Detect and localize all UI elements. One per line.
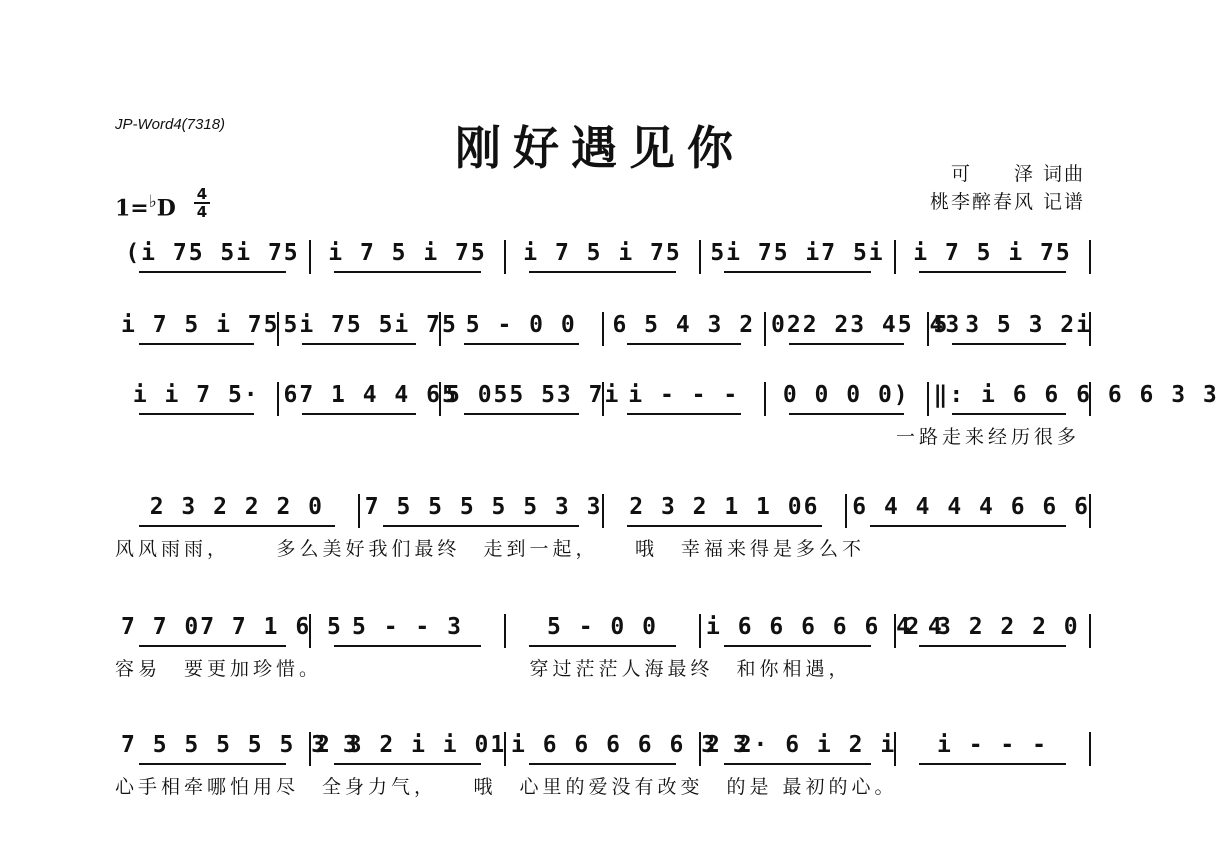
measure-notes: 7 7 07 7 1 6 5 — [121, 614, 343, 640]
barline — [1089, 732, 1091, 766]
measure-notes: 7 5 5 5 5 5 3 3 — [121, 732, 359, 758]
measure-notes: i 7 5 i 75 — [523, 240, 682, 266]
barline — [602, 382, 604, 416]
beam-line — [919, 763, 1066, 765]
barline — [1089, 312, 1091, 346]
key-signature — [115, 192, 176, 221]
barline — [309, 614, 311, 648]
beam-line — [870, 525, 1066, 527]
barline — [602, 312, 604, 346]
lyric-line: 容易 要更加珍惜。 穿过茫茫人海最终 和你相遇， — [115, 658, 852, 680]
beam-line — [627, 413, 742, 415]
measure-notes: i i 7 5· — [132, 382, 260, 408]
measure-notes: 5i 75 5i 75 — [283, 312, 458, 338]
barline — [845, 494, 847, 528]
barline — [277, 312, 279, 346]
beam-line — [529, 763, 676, 765]
beam-line — [952, 343, 1067, 345]
beam-line — [724, 271, 871, 273]
measure-notes: 5 3 5 3 2i — [933, 312, 1092, 338]
beam-line — [334, 763, 481, 765]
beam-line — [627, 343, 742, 345]
measure-notes: 6 5 4 3 2 — [612, 312, 756, 338]
barline — [504, 240, 506, 274]
barline — [1089, 614, 1091, 648]
measure-notes: 022 23 45 43 — [771, 312, 962, 338]
barline — [1089, 382, 1091, 416]
measure-notes: ‖: i 6 6 6 6 6 3 3 — [933, 382, 1219, 408]
barline — [309, 732, 311, 766]
beam-line — [529, 271, 676, 273]
barline — [309, 240, 311, 274]
lyric-line: 心手相牵哪怕用尽 全身力气， 哦 心里的爱没有改变 的是 最初的心。 — [115, 776, 898, 798]
beam-line — [139, 413, 254, 415]
barline — [504, 614, 506, 648]
measure-notes: i 7 5 i 75 — [328, 240, 487, 266]
barline — [764, 312, 766, 346]
beam-line — [139, 763, 286, 765]
barline — [504, 732, 506, 766]
beam-line — [919, 645, 1066, 647]
measure-notes: i - - - — [628, 382, 740, 408]
beam-line — [627, 525, 823, 527]
barline — [358, 494, 360, 528]
measure-notes: 2 3 2 2 2 0 — [149, 494, 325, 520]
measure-notes: (i 75 5i 75 — [125, 240, 300, 266]
beam-line — [383, 525, 579, 527]
barline — [277, 382, 279, 416]
beam-line — [334, 645, 481, 647]
key-note: D — [156, 195, 176, 222]
measure-notes: 67 1 4 4 65 — [283, 382, 458, 408]
measure-notes: i 7 5 i 75 — [913, 240, 1072, 266]
measure-notes: 7 5 5 5 5 5 3 3 — [364, 494, 603, 520]
barline — [439, 312, 441, 346]
barline — [894, 732, 896, 766]
measure-notes: 5 - 0 0 — [547, 614, 658, 640]
beam-line — [952, 413, 1067, 415]
lyric-line: 风风雨雨， 多么美好我们最终 走到一起， 哦 幸福来得是多么不 — [115, 538, 866, 560]
lyricist-composer: 可 泽 词曲 — [950, 163, 1085, 185]
time-numerator: 4 — [196, 185, 208, 203]
measure-notes: 5 - 0 0 — [465, 312, 577, 338]
barline — [927, 312, 929, 346]
barline — [764, 382, 766, 416]
time-denominator: 4 — [196, 203, 208, 221]
measure-notes: i 7 5 i 75 — [121, 312, 280, 338]
barline — [1089, 240, 1091, 274]
beam-line — [724, 763, 871, 765]
transcriber: 桃李醉春风 记谱 — [929, 191, 1085, 213]
song-title: 刚好遇见你 — [455, 121, 745, 175]
barline — [699, 732, 701, 766]
barline — [927, 382, 929, 416]
measure-notes: 6 4 4 4 4 6 6 6 — [852, 494, 1090, 520]
measure-notes: i - - - — [937, 732, 1048, 758]
beam-line — [464, 343, 579, 345]
beam-line — [139, 343, 254, 345]
flat-symbol: ♭ — [148, 192, 157, 212]
measure-notes: i 6 6 6 6 6 4 4 — [706, 614, 944, 640]
beam-line — [789, 343, 904, 345]
measure-notes: 0 0 0 0) — [782, 382, 910, 408]
barline — [699, 240, 701, 274]
barline — [1089, 494, 1091, 528]
beam-line — [302, 413, 417, 415]
key-prefix: 1= — [115, 195, 149, 222]
beam-line — [529, 645, 676, 647]
beam-line — [302, 343, 417, 345]
beam-line — [139, 525, 335, 527]
beam-line — [139, 271, 286, 273]
credits — [930, 160, 1085, 216]
beam-line — [724, 645, 871, 647]
lyric-line: 一路走来经历很多 — [895, 426, 1080, 448]
measure-notes: 5 - - 3 — [352, 614, 463, 640]
measure-notes: 2 3 2 1 1 06 — [629, 494, 820, 520]
measure-notes: 5 055 53 7i — [446, 382, 621, 408]
barline — [894, 614, 896, 648]
beam-line — [334, 271, 481, 273]
barline — [439, 382, 441, 416]
measure-notes: 2 2· 6 i 2 i — [706, 732, 897, 758]
measure-notes: 5i 75 i7 5i — [710, 240, 885, 266]
beam-line — [139, 645, 286, 647]
beam-line — [919, 271, 1066, 273]
measure-notes: i 6 6 6 6 6 3 3 — [511, 732, 749, 758]
time-signature — [192, 186, 212, 220]
barline — [894, 240, 896, 274]
measure-notes: 2 3 2 i i 01 — [316, 732, 507, 758]
barline — [602, 494, 604, 528]
software-label: JP-Word4(7318) — [115, 116, 226, 133]
beam-line — [789, 413, 904, 415]
measure-notes: 2 3 2 2 2 0 — [905, 614, 1080, 640]
beam-line — [464, 413, 579, 415]
barline — [699, 614, 701, 648]
page-cut-edge — [0, 838, 1200, 850]
